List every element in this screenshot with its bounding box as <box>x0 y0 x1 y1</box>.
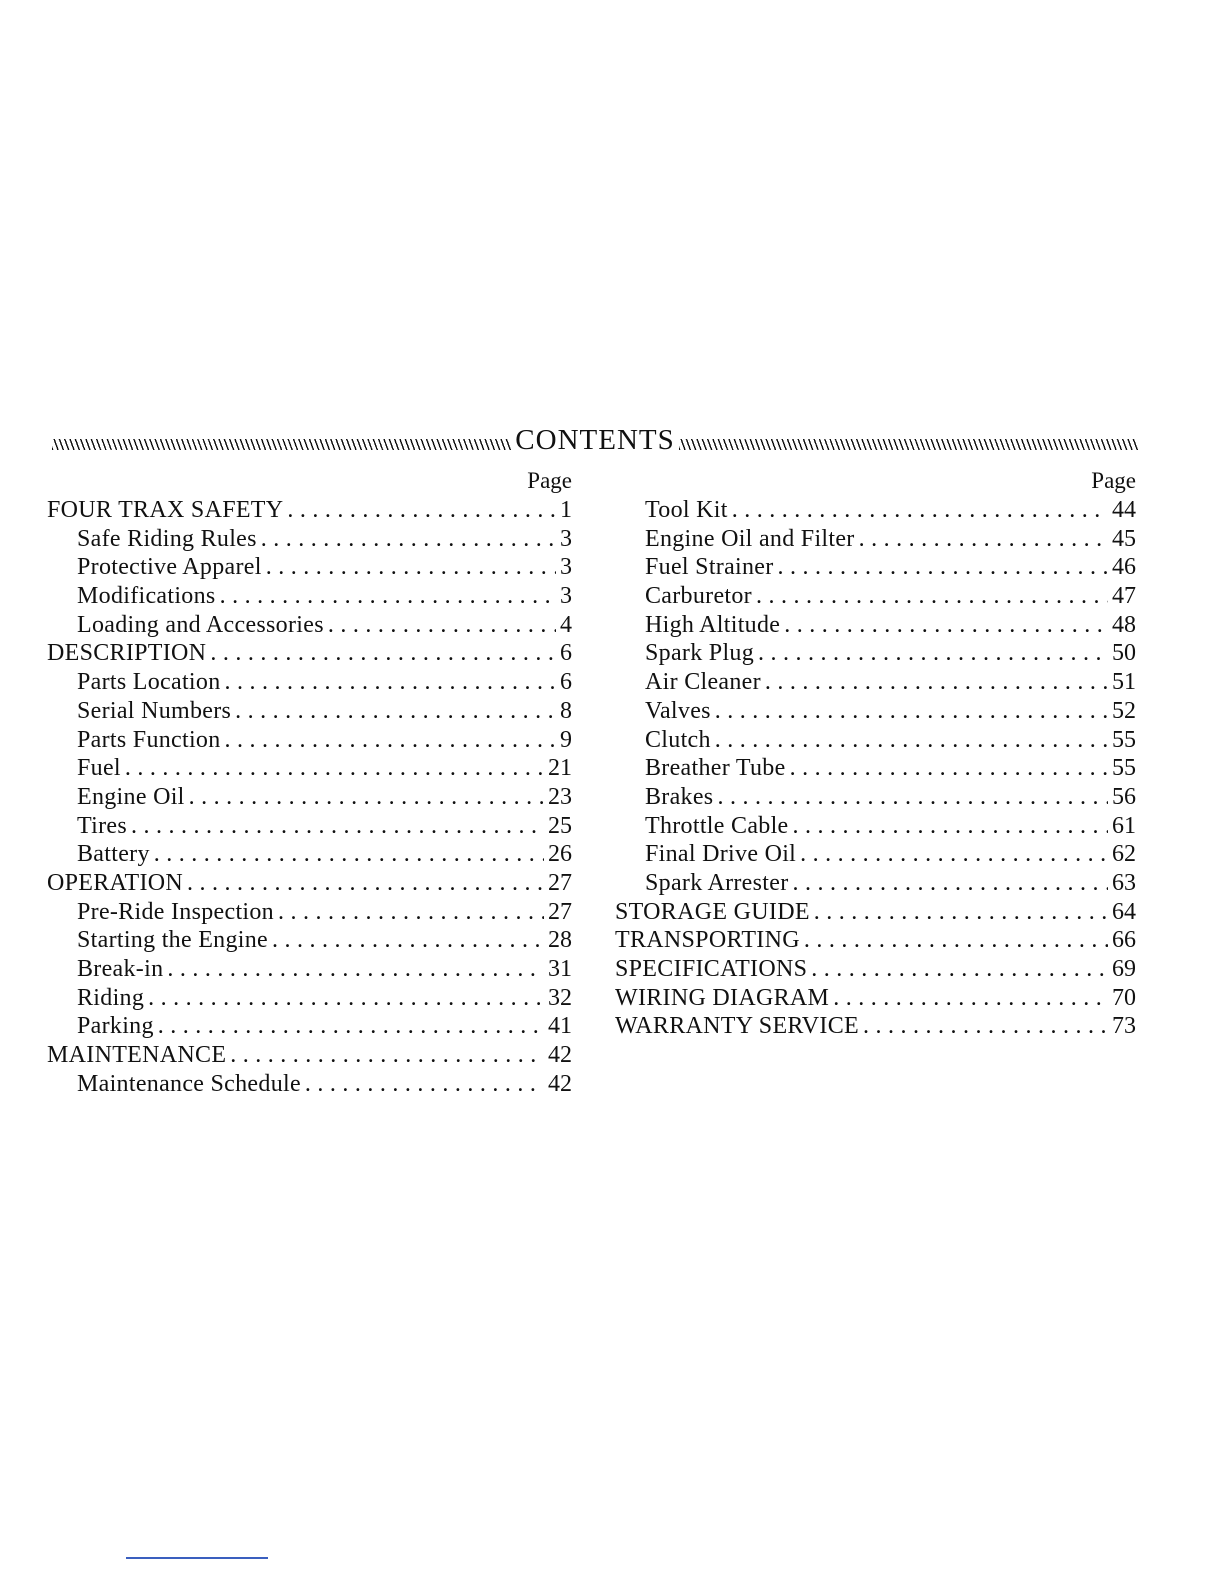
toc-entry-title: TRANSPORTING <box>615 927 800 954</box>
toc-subentry[interactable] <box>47 697 572 726</box>
toc-entry-page: 3 <box>560 583 572 610</box>
dot-leader <box>863 1012 1108 1041</box>
toc-subentry[interactable] <box>47 926 572 955</box>
dot-leader <box>811 955 1108 984</box>
toc-entry-page: 73 <box>1112 1013 1136 1040</box>
toc-entry-page: 42 <box>548 1042 572 1069</box>
toc-entry-page: 55 <box>1112 726 1136 753</box>
toc-subentry[interactable] <box>47 754 572 783</box>
dot-leader <box>187 869 544 898</box>
toc-entry-page: 46 <box>1112 554 1136 581</box>
toc-subentry[interactable] <box>47 525 572 554</box>
toc-entry-title: Carburetor <box>645 583 752 610</box>
footer-rule <box>126 1557 268 1559</box>
toc-entry-page: 61 <box>1112 812 1136 839</box>
toc-column-right <box>615 466 1136 1041</box>
toc-entry-page: 32 <box>548 984 572 1011</box>
toc-entry-page: 1 <box>560 497 572 523</box>
toc-subentry[interactable] <box>615 869 1136 898</box>
dot-leader <box>230 1041 544 1070</box>
toc-entry-page: 6 <box>560 669 572 696</box>
toc-subentry[interactable] <box>615 525 1136 554</box>
dot-leader <box>800 840 1108 869</box>
toc-subentry[interactable] <box>47 840 572 869</box>
toc-entry-page: 66 <box>1112 927 1136 954</box>
toc-entry-title: MAINTENANCE <box>47 1042 227 1069</box>
toc-entry-page: 62 <box>1112 841 1136 868</box>
dot-leader <box>784 611 1108 640</box>
dot-leader <box>189 783 544 812</box>
toc-entry-page: 50 <box>1112 640 1136 667</box>
toc-entry-title: Modifications <box>77 583 216 610</box>
dot-leader <box>272 926 544 955</box>
dot-leader <box>225 726 556 755</box>
toc-subentry[interactable] <box>47 955 572 984</box>
toc-entry-page: 55 <box>1112 755 1136 782</box>
dot-leader <box>148 984 544 1013</box>
toc-entry-page: 27 <box>548 898 572 925</box>
toc-entry-page: 26 <box>548 841 572 868</box>
toc-subentry[interactable] <box>47 611 572 640</box>
toc-subentry[interactable] <box>615 639 1136 668</box>
dot-leader <box>225 668 556 697</box>
toc-entry-title: Break-in <box>77 956 164 982</box>
toc-entry-title: Valves <box>645 697 711 724</box>
toc-entry-page: 31 <box>548 956 572 982</box>
toc-entry-title: Fuel Strainer <box>645 554 774 581</box>
dot-leader <box>154 840 544 869</box>
toc-section-entry[interactable] <box>615 955 1136 984</box>
dot-leader <box>756 582 1108 611</box>
toc-entry-title: Spark Plug <box>645 640 755 667</box>
toc-entry-title: Loading and Accessories <box>77 611 324 638</box>
dot-leader <box>305 1070 544 1099</box>
toc-entry-title: Parking <box>77 1013 154 1040</box>
toc-subentry[interactable] <box>47 1070 572 1099</box>
toc-entry-title: Tires <box>77 812 127 839</box>
toc-list-left <box>47 496 572 1098</box>
toc-subentry[interactable] <box>615 726 1136 755</box>
toc-subentry[interactable] <box>615 812 1136 841</box>
toc-list-right <box>615 496 1136 1041</box>
toc-entry-title: Starting the Engine <box>77 927 268 954</box>
toc-entry-page: 8 <box>560 697 572 724</box>
toc-entry-title: Pre-Ride Inspection <box>77 898 274 925</box>
contents-header <box>52 420 1138 460</box>
toc-section-entry[interactable] <box>47 496 572 525</box>
toc-subentry[interactable] <box>47 812 572 841</box>
dot-leader <box>715 726 1108 755</box>
toc-entry-title: WARRANTY SERVICE <box>615 1013 859 1040</box>
toc-entry-page: 25 <box>548 812 572 839</box>
toc-entry-page: 3 <box>560 525 572 552</box>
toc-entry-title: DESCRIPTION <box>47 640 207 667</box>
toc-entry-title: Fuel <box>77 755 121 782</box>
toc-section-entry[interactable] <box>47 1041 572 1070</box>
toc-entry-page: 27 <box>548 869 572 896</box>
toc-entry-title: Engine Oil and Filter <box>645 525 855 552</box>
toc-entry-page: 70 <box>1112 984 1136 1011</box>
dot-leader <box>717 783 1108 812</box>
toc-subentry[interactable] <box>47 668 572 697</box>
toc-entry-page: 64 <box>1112 898 1136 925</box>
dot-leader <box>220 582 556 611</box>
toc-entry-title: Parts Location <box>77 669 221 696</box>
toc-entry-title: Maintenance Schedule <box>77 1070 301 1097</box>
toc-entry-title: Throttle Cable <box>645 812 789 839</box>
header-hatch-right <box>679 439 1138 450</box>
dot-leader <box>778 553 1108 582</box>
dot-leader <box>131 812 544 841</box>
toc-subentry[interactable] <box>47 582 572 611</box>
toc-entry-title: WIRING DIAGRAM <box>615 984 830 1011</box>
toc-entry-title: Protective Apparel <box>77 554 262 581</box>
toc-entry-page: 4 <box>560 611 572 638</box>
toc-section-entry[interactable] <box>615 1012 1136 1041</box>
dot-leader <box>266 553 556 582</box>
toc-subentry[interactable] <box>615 582 1136 611</box>
toc-entry-page: 28 <box>548 927 572 954</box>
toc-entry-title: High Altitude <box>645 611 781 638</box>
toc-entry-page: 47 <box>1112 583 1136 610</box>
toc-subentry[interactable] <box>615 496 1136 525</box>
dot-leader <box>793 812 1109 841</box>
dot-leader <box>732 496 1108 525</box>
toc-entry-title: Spark Arrester <box>645 869 789 896</box>
toc-subentry[interactable] <box>47 1012 572 1041</box>
toc-entry-page: 44 <box>1112 497 1136 523</box>
dot-leader <box>167 955 544 984</box>
dot-leader <box>859 525 1108 554</box>
toc-entry-title: FOUR TRAX SAFETY <box>47 497 284 523</box>
toc-entry-title: Safe Riding Rules <box>77 525 257 552</box>
toc-entry-title: Riding <box>77 984 145 1011</box>
toc-entry-title: Breather Tube <box>645 755 786 782</box>
dot-leader <box>158 1012 544 1041</box>
toc-entry-page: 45 <box>1112 525 1136 552</box>
toc-subentry[interactable] <box>47 553 572 582</box>
dot-leader <box>261 525 556 554</box>
toc-subentry[interactable] <box>615 697 1136 726</box>
dot-leader <box>125 754 544 783</box>
toc-entry-page: 52 <box>1112 697 1136 724</box>
toc-subentry[interactable] <box>615 611 1136 640</box>
toc-section-entry[interactable] <box>615 984 1136 1013</box>
dot-leader <box>287 496 556 525</box>
toc-subentry[interactable] <box>615 668 1136 697</box>
toc-entry-page: 63 <box>1112 869 1136 896</box>
header-hatch-left <box>52 439 511 450</box>
toc-section-entry[interactable] <box>615 926 1136 955</box>
page-column-label: Page <box>1091 468 1136 493</box>
toc-entry-page: 42 <box>548 1070 572 1097</box>
toc-entry-title: Air Cleaner <box>645 669 761 696</box>
toc-entry-page: 6 <box>560 640 572 667</box>
dot-leader <box>833 984 1108 1013</box>
toc-entry-page: 41 <box>548 1013 572 1040</box>
dot-leader <box>210 639 556 668</box>
toc-entry-page: 21 <box>548 755 572 782</box>
dot-leader <box>793 869 1109 898</box>
toc-entry-title: Battery <box>77 841 150 868</box>
toc-entry-title: STORAGE GUIDE <box>615 898 810 925</box>
toc-entry-page: 56 <box>1112 783 1136 810</box>
toc-entry-title: Brakes <box>645 783 714 810</box>
toc-column-left <box>47 466 572 1098</box>
toc-entry-page: 69 <box>1112 956 1136 982</box>
toc-subentry[interactable] <box>47 726 572 755</box>
toc-subentry[interactable] <box>47 783 572 812</box>
toc-subentry[interactable] <box>615 754 1136 783</box>
toc-section-entry[interactable] <box>615 898 1136 927</box>
toc-entry-page: 9 <box>560 726 572 753</box>
toc-entry-page: 3 <box>560 554 572 581</box>
toc-subentry[interactable] <box>47 898 572 927</box>
toc-subentry[interactable] <box>47 984 572 1013</box>
dot-leader <box>328 611 556 640</box>
toc-entry-title: Tool Kit <box>645 497 728 523</box>
toc-entry-title: Serial Numbers <box>77 697 232 724</box>
toc-subentry[interactable] <box>615 553 1136 582</box>
page-column-label: Page <box>527 468 572 493</box>
toc-entry-page: 51 <box>1112 669 1136 696</box>
dot-leader <box>790 754 1108 783</box>
toc-entry-title: Parts Function <box>77 726 221 753</box>
toc-entry-title: Clutch <box>645 726 711 753</box>
toc-entry-title: Engine Oil <box>77 783 185 810</box>
dot-leader <box>715 697 1108 726</box>
page-title: CONTENTS <box>515 424 675 456</box>
toc-entry-page: 48 <box>1112 611 1136 638</box>
dot-leader <box>814 898 1108 927</box>
toc-entry-title: OPERATION <box>47 869 184 896</box>
toc-section-entry[interactable] <box>47 869 572 898</box>
toc-subentry[interactable] <box>615 783 1136 812</box>
toc-subentry[interactable] <box>615 840 1136 869</box>
toc-section-entry[interactable] <box>47 639 572 668</box>
dot-leader <box>804 926 1108 955</box>
dot-leader <box>278 898 544 927</box>
dot-leader <box>758 639 1108 668</box>
toc-entry-title: SPECIFICATIONS <box>615 956 808 982</box>
dot-leader <box>765 668 1108 697</box>
toc-entry-title: Final Drive Oil <box>645 841 797 868</box>
toc-entry-page: 23 <box>548 783 572 810</box>
dot-leader <box>235 697 556 726</box>
